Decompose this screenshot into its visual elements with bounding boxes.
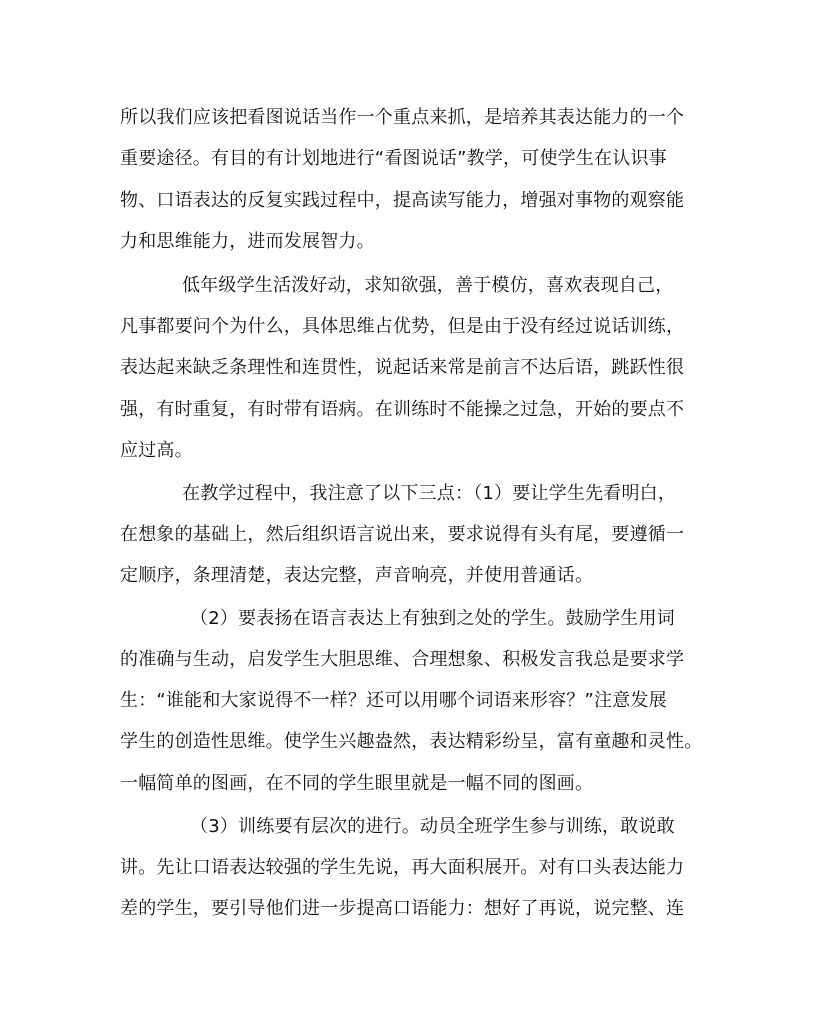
text-line: 凡事都要问个为什么，具体思维占优势，但是由于没有经过说话训练， xyxy=(120,316,685,337)
text-line: 力和思维能力，进而发展智力。 xyxy=(120,231,375,252)
text-line: 重要途径。有目的有计划地进行“看图说话”教学，可使学生在认识事 xyxy=(120,148,667,169)
text-line: 在想象的基础上，然后组织语言说出来，要求说得有头有尾，要遵循一 xyxy=(120,524,685,545)
text-line: 表达起来缺乏条理性和连贯性，说起话来常是前言不达后语，跳跃性很 xyxy=(120,357,685,378)
text-line: 低年级学生活泼好动，求知欲强，善于模仿，喜欢表现自己， xyxy=(182,275,674,296)
text-line: 讲。先让口语表达较强的学生先说，再大面积展开。对有口头表达能力 xyxy=(120,857,685,878)
text-line: （3）训练要有层次的进行。动员全班学生参与训练，敢说敢 xyxy=(190,816,675,837)
text-line: 一幅简单的图画，在不同的学生眼里就是一幅不同的图画。 xyxy=(120,773,594,794)
text-line: 强，有时重复，有时带有语病。在训练时不能操之过急，开始的要点不 xyxy=(120,399,685,420)
text-line: 物、口语表达的反复实践过程中，提高读写能力，增强对事物的观察能 xyxy=(120,190,685,211)
text-line: 在教学过程中，我注意了以下三点：（1）要让学生先看明白， xyxy=(182,483,677,504)
text-line: 应过高。 xyxy=(120,440,193,461)
text-line: 的准确与生动，启发学生大胆思维、合理想象、积极发言我总是要求学 xyxy=(120,649,685,670)
text-line: 定顺序，条理清楚，表达完整，声音响亮，并使用普通话。 xyxy=(120,565,594,586)
text-line: 所以我们应该把看图说话当作一个重点来抓，是培养其表达能力的一个 xyxy=(120,107,685,128)
text-line: （2）要表扬在语言表达上有独到之处的学生。鼓励学生用词 xyxy=(190,608,675,629)
text-line: 差的学生，要引导他们进一步提高口语能力：想好了再说，说完整、连 xyxy=(120,898,685,919)
text-line: 学生的创造性思维。使学生兴趣盎然，表达精彩纷呈，富有童趣和灵性。 xyxy=(120,731,703,752)
text-line: 生：“谁能和大家说得不一样？还可以用哪个词语来形容？”注意发展 xyxy=(120,690,667,711)
